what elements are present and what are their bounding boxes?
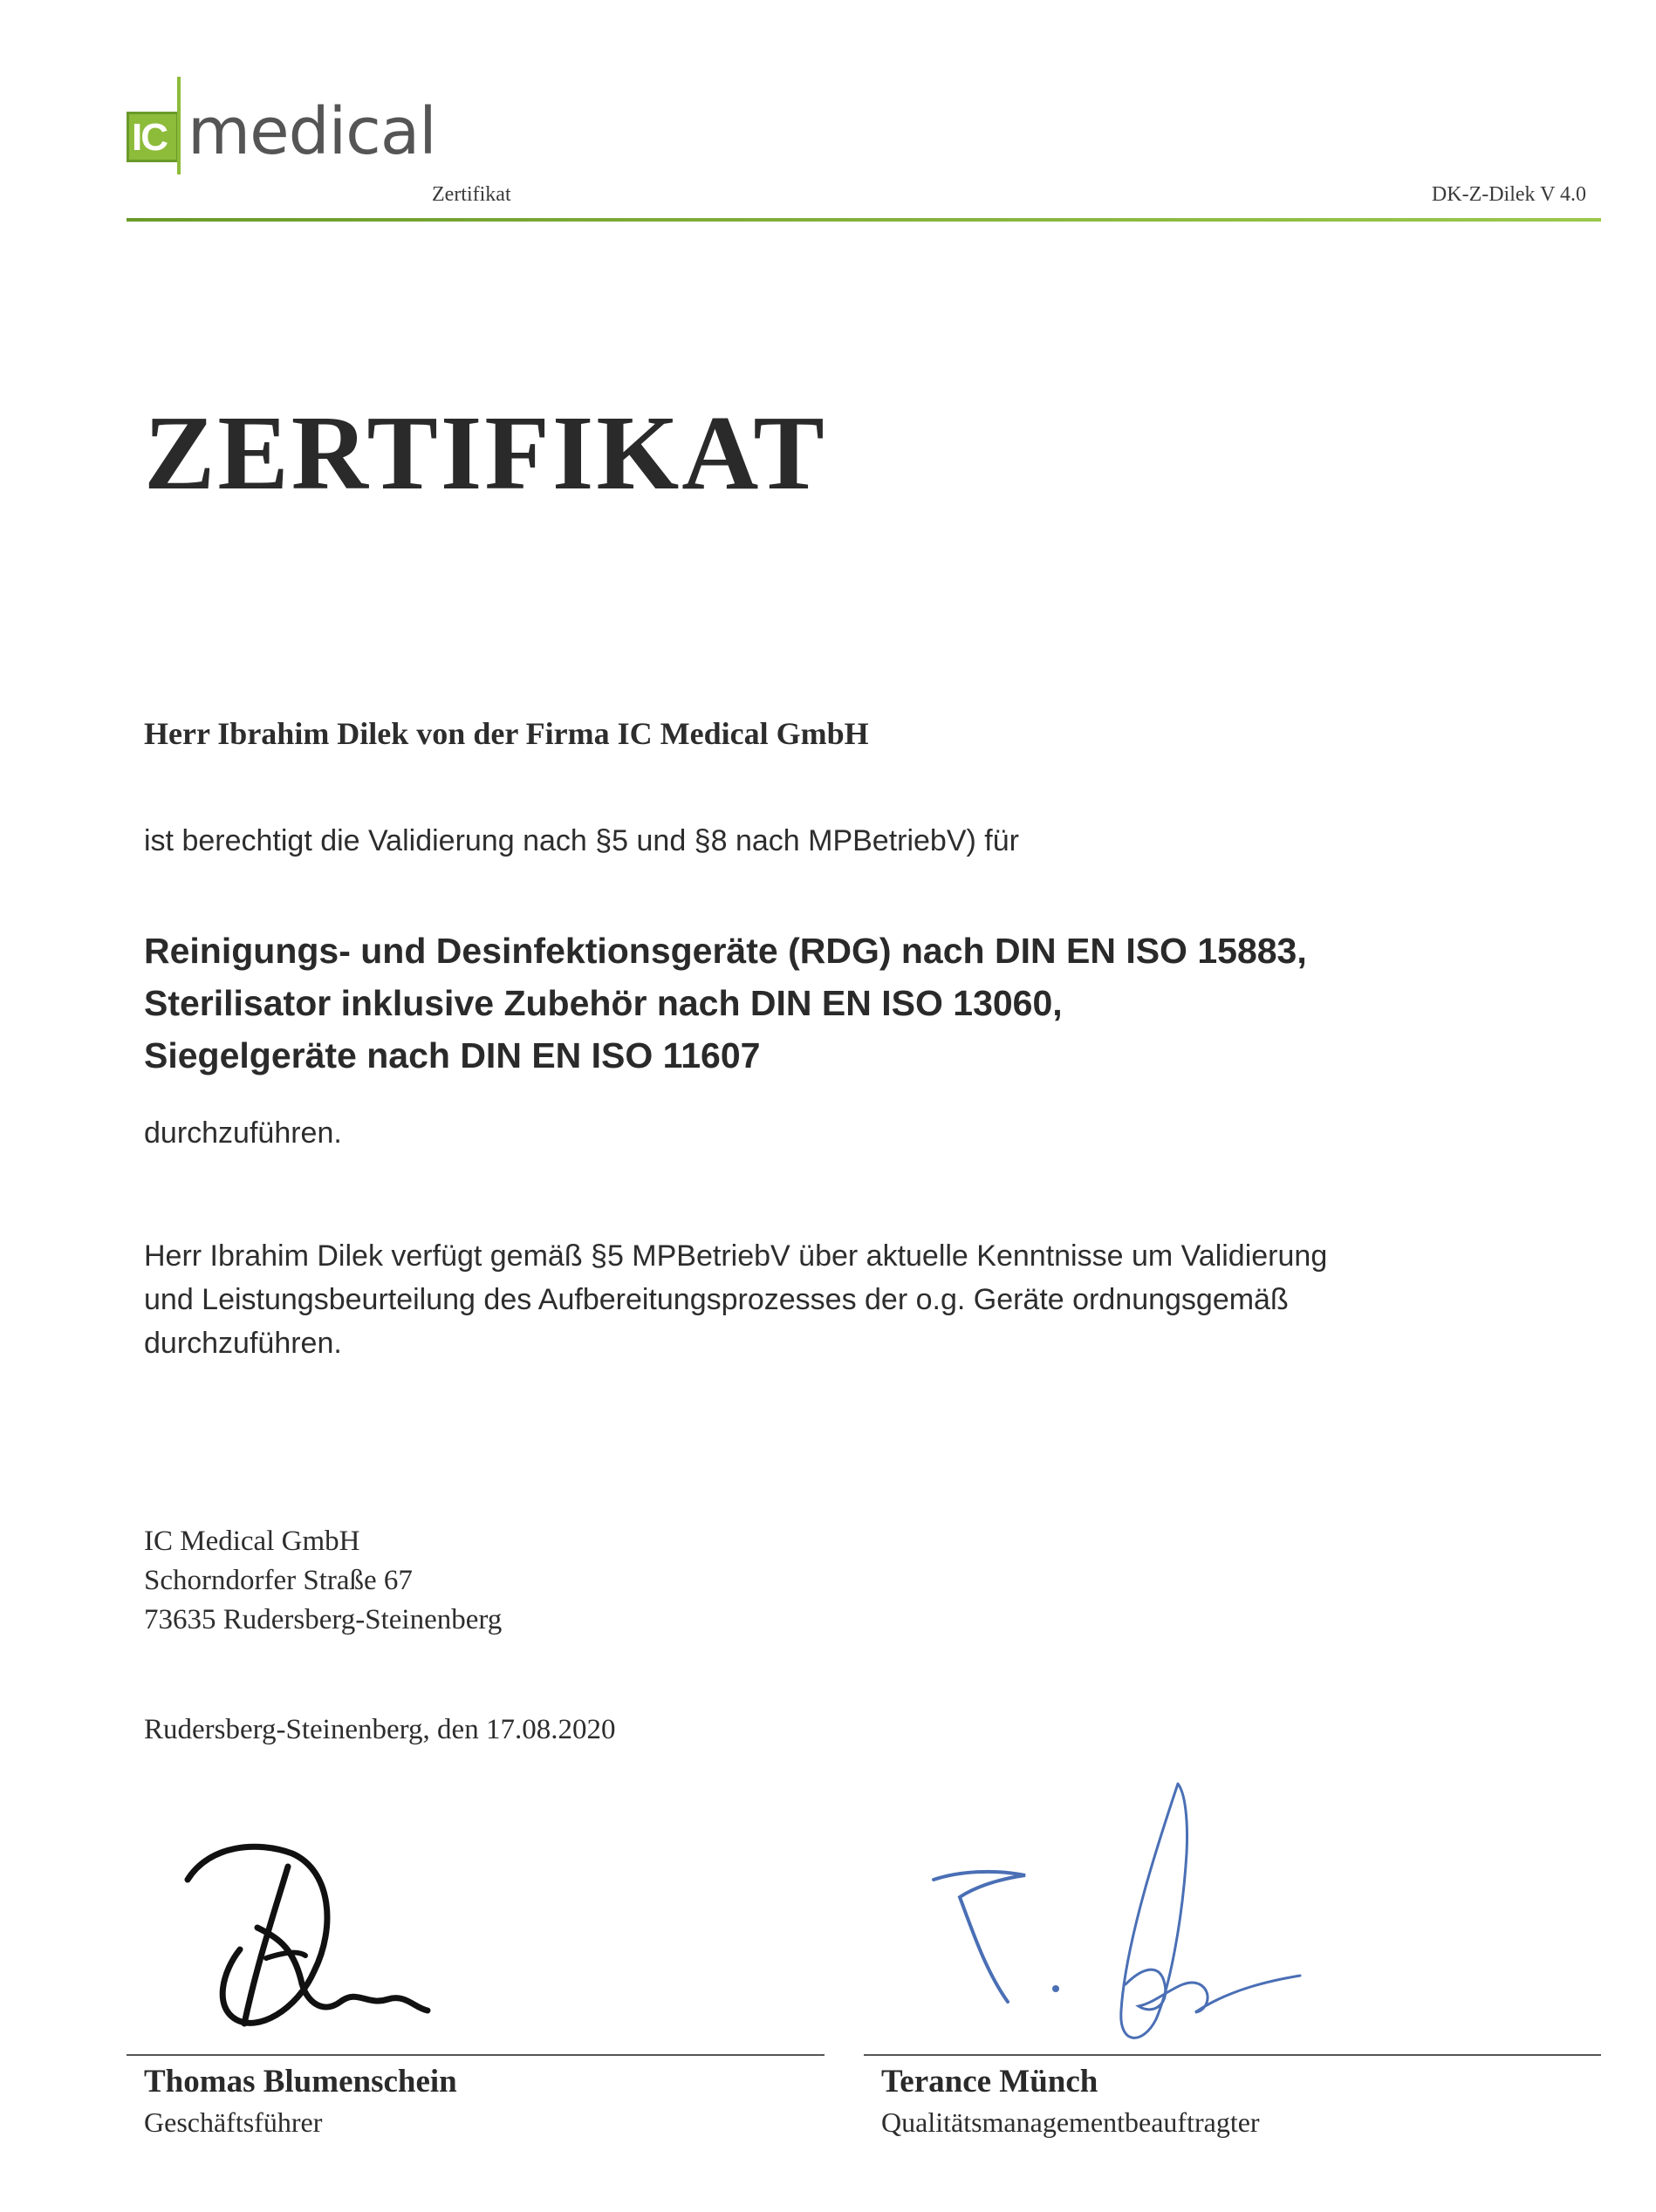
logo-stem bbox=[177, 77, 181, 174]
company-address bbox=[144, 1522, 502, 1640]
header-divider bbox=[127, 218, 1601, 222]
signature-block-ceo bbox=[127, 1806, 825, 2154]
signature-qm-drawing bbox=[864, 1766, 1387, 2054]
statement-line: durchzuführen. bbox=[144, 1327, 342, 1360]
signature-ceo-drawing bbox=[127, 1806, 563, 2067]
scope-item: Sterilisator inklusive Zubehör nach DIN EN ISO 13060, bbox=[144, 983, 1063, 1023]
statement-line: und Leistungsbeurteilung des Aufbereitungsprozesses der o.g. Geräte ordnungsgemäß bbox=[144, 1283, 1289, 1316]
place-and-date: Rudersberg-Steinenberg, den 17.08.2020 bbox=[144, 1714, 616, 1745]
address-street: Schorndorfer Straße 67 bbox=[144, 1565, 413, 1596]
signatory-role: Qualitätsmanagementbeauftragter bbox=[881, 2106, 1260, 2138]
closing-line: durchzuführen. bbox=[144, 1116, 342, 1150]
address-city: 73635 Rudersberg-Steinenberg bbox=[144, 1604, 503, 1635]
document-label: Zertifikat bbox=[432, 183, 511, 206]
company-logo bbox=[127, 77, 458, 177]
signature-line bbox=[127, 2054, 825, 2056]
logo-mark bbox=[127, 112, 179, 162]
logo-prefix: IC bbox=[132, 116, 167, 159]
competence-statement bbox=[144, 1234, 1592, 1365]
logo-word: medical bbox=[188, 94, 436, 169]
signature-line bbox=[864, 2054, 1601, 2056]
document-code: DK-Z-Dilek V 4.0 bbox=[1431, 183, 1586, 206]
statement-line: Herr Ibrahim Dilek verfügt gemäß §5 MPBetriebV über aktuelle Kenntnisse um Validierung bbox=[144, 1239, 1328, 1273]
signatory-role: Geschäftsführer bbox=[144, 2106, 323, 2138]
address-company: IC Medical GmbH bbox=[144, 1526, 360, 1557]
signatory-name: Thomas Blumenschein bbox=[144, 2064, 457, 2099]
scope-list bbox=[144, 925, 1307, 1082]
scope-item: Siegelgeräte nach DIN EN ISO 11607 bbox=[144, 1035, 761, 1075]
intro-line: ist berechtigt die Validierung nach §5 und §8 nach MPBetriebV) für bbox=[144, 824, 1019, 857]
scope-item: Reinigungs- und Desinfektionsgeräte (RDG) nach DIN EN ISO 15883, bbox=[144, 931, 1307, 971]
page-title: ZERTIFIKAT bbox=[144, 394, 827, 512]
signature-block-qm bbox=[864, 1806, 1601, 2154]
recipient-line: Herr Ibrahim Dilek von der Firma IC Medical GmbH bbox=[144, 716, 869, 751]
signatory-name: Terance Münch bbox=[881, 2064, 1098, 2099]
